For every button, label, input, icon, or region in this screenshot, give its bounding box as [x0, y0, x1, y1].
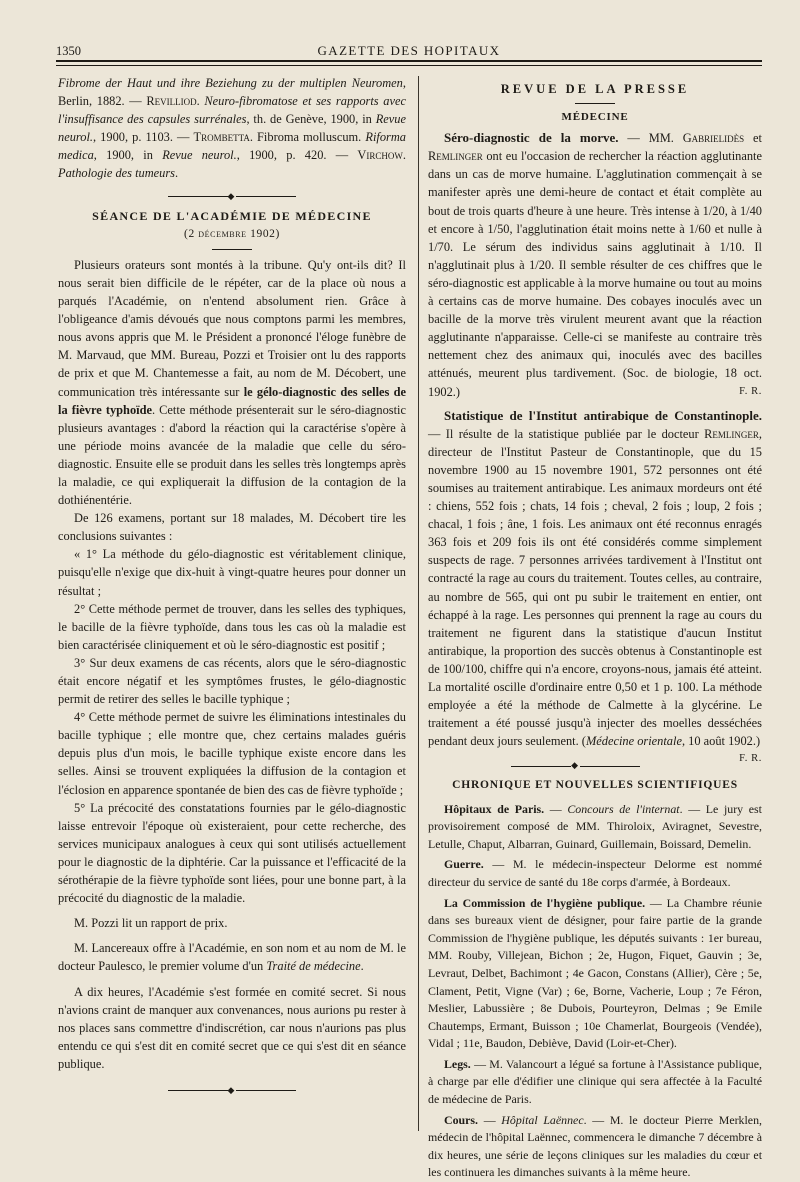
news-item-commission	[428, 895, 762, 1053]
seance-date: (2 décembre 1902)	[184, 227, 280, 240]
ref-title-3: Pathologie des tumeurs	[58, 166, 176, 181]
ref-journal: Revue neurol.	[162, 148, 237, 163]
conclusion-3: 3° Sur deux examens de cas récents, alors que le séro-diagnostic était encore négatif et les symptômes frustes, le gélo-diagnostic permit de retirer des selles le bacille typhique ;	[58, 655, 406, 707]
bibliography-refs	[58, 74, 406, 183]
short-rule	[575, 103, 615, 104]
news-item-guerre	[428, 856, 762, 891]
ref-author: Virchow	[357, 148, 403, 163]
conclusion-2: 2° Cette méthode permet de trouver, dans les selles des typhiques, le bacille de la fièvre typhoïde, dans tous les cas où la maladie est bien caractérisée cliniquement et où le séro-diagnostic est positif ;	[58, 601, 406, 652]
news-text: — M. Valancourt a légué sa fortune à l'Assistance publique, à charge par elle d'édifier une clinique qui sera affectée à la Faculté de médecine de Paris.	[428, 1056, 762, 1107]
news-text: . — M. le docteur Pierre Merklen, médecin de l'hôpital Laënnec, commencera le dimanche 7 décembre à dix heures, une série de leçons cliniques sur les maladies du cœur et les continuera les dimanches suivants à la même heure.	[428, 1112, 762, 1180]
header-rule-thick	[56, 60, 762, 62]
ref-journal: Revue neurol.	[58, 112, 406, 145]
paragraph-text: M. Lancereaux offre à l'Académie, en son nom et au nom de M. le docteur Paulesco, le premier volume d'un	[58, 941, 406, 974]
short-rule	[212, 249, 252, 250]
page-number: 1350	[56, 44, 81, 58]
article-text: , directeur de l'Institut Pasteur de Constantinople, que du 15 novembre 1900 au 15 novembre 1901, 572 personnes ont été soumises au traitement antirabique. Les animaux mordeurs ont été : chiens, 552 fois ; chats, 14 fois ; cheval, 2 fois ; loup, 2 fois ; chacal, 1 fois ; âne, 1 fois. Les animaux ont été reconnus enragés 363 fois et 209 fois ils ont été considérés comme simplement suspects de rage. 7 personnes arrivées tardivement à l'Institut ont contracté la rage au cours du traitement. Toutes celles, au contraire, au nombre de 565, qui ont pu subir le traitement en entier, ont échappé à la rage. Les personnes qui prennent la rage au cours du traitement ne figurent dans la statistique d'aucun Institut antirabique, la proportion des succès obtenus à Constantinople est de 100/100, chiffre qui n'a encore, croyons-nous, jamais été atteint. La mortalité oscille d'ordinaire entre 0,50 et 1 p. 100. La méthode employée a été la méthode de Calmette à la glycérine. Le traitement a été poussé jusqu'à injecter des moelles desséchées pendant deux jours seulement. (	[428, 426, 762, 749]
column-divider	[418, 76, 419, 1131]
page-header	[56, 38, 762, 60]
ref-text: , 1900, p. 1103. —	[93, 130, 194, 145]
news-item-hopitaux	[428, 801, 762, 854]
article-text: — MM.	[618, 131, 683, 146]
news-text: — M. le médecin-inspecteur Delorme est nommé directeur du service de santé du 18e corps d'armée, à Bordeaux.	[428, 857, 762, 889]
article-title: Statistique de l'Institut antirabique de Constantinople.	[444, 407, 762, 423]
news-text: —	[544, 801, 568, 816]
news-heading: Guerre.	[444, 857, 484, 872]
paragraph-text: Plusieurs orateurs sont montés à la tribune. Qu'y ont-ils dit? Il nous serait bien difficile de le répéter, car de la place où nous a parqués l'Académie, on n'entend absolument rien. Grâce à l'obligeance d'amis dévoués que nous comptons parmi les membres, nous avons appris que M. le Président a prononcé l'éloge funèbre de M. Marvaud, que MM. Bureau, Pozzi et Troisier ont lu des rapports de prix et que M. Chantemesse a fait, au nom de M. Décobert, une communication très intéressante sur	[58, 257, 406, 399]
paragraph-text: .	[360, 959, 364, 974]
ornament-divider: ◆	[58, 1081, 406, 1099]
paragraph-text: . Cette méthode présenterait sur le séro-diagnostic plusieurs avantages : d'abord la réaction qui la caractérise s'opère à une période moins avancée de la maladie que celle du séro-diagnostic. Ensuite elle se produit dans les selles très longtemps après la maladie, ce qui expliquerait la diffusion de la contagion de la dothiénentérie.	[58, 402, 406, 508]
news-heading: La Commission de l'hygiène publique.	[444, 895, 646, 910]
ref-text: . Fibroma molluscum.	[249, 130, 366, 145]
left-column	[58, 74, 406, 1101]
news-heading: Legs.	[444, 1056, 471, 1071]
article-author: Remlinger	[428, 149, 483, 164]
book-title: Traité de médecine	[266, 959, 361, 974]
conclusion-4: 4° Cette méthode permet de suivre les éliminations intestinales du bacille typhique ; elle montre que, chez certains malades guéris depuis plus d'un mois, le bacille typhique existe encore dans les selles. Ainsi se trouvent expliquées la diffusion de la contagion et l'éclosion en apparence spontanée de bien des cas de fièvre typhoïde ;	[58, 710, 406, 797]
news-subheading: Hôpital Laënnec	[501, 1112, 584, 1127]
ref-title-1: Fibrome der Haut und ihre Beziehung zu der multiplen Neuromen	[58, 76, 403, 90]
seance-title: SÉANCE DE L'ACADÉMIE DE MÉDECINE	[92, 208, 372, 223]
section-heading: MÉDECINE	[561, 111, 629, 124]
conclusion-1: « 1° La méthode du gélo-diagnostic est véritablement clinique, puisqu'elle n'exige que dix-huit à vingt-quatre heures pour donner un résultat ;	[58, 547, 406, 598]
ornament-divider: ◆	[58, 187, 406, 205]
ref-text: .	[196, 94, 205, 109]
ornament-divider: ◆	[428, 756, 762, 774]
ref-text: .	[402, 148, 406, 163]
lancereaux-paragraph	[58, 939, 406, 975]
ref-author: Revilliod	[146, 94, 197, 109]
article-text: et	[744, 131, 762, 146]
article-author: Remlinger	[704, 426, 759, 441]
news-text: — La Chambre réunie dans ses bureaux vient de désigner, pour faire partie de la grande Commission de l'hygiène publique, les députés suivants : 1er bureau, MM. Rouby, Villejean, Bichon ; 2e, Hugon, Fiquet, Gauvin ; 3e, Levraut, Delbet, Bachimont ; 4e Gacon, Constans (Allier), Cère ; 5e, Clament, Petit, Vigne (Var) ; 6e, Borne, Vacherie, Loup ; 7e Féron, Meslier, Labussière ; 8e Dubois, Pourteyron, Delmas ; 9e Emile Chautemps, Ermant, Buisson ; 10e Chamerlat, Bourgeois (Vendée), Vidal ; 11e, Baudon, Debiève, David (Loir-et-Cher).	[428, 895, 762, 1051]
bold-topic: le gélo-diagnostic des selles de la fièvre typhoïde	[58, 384, 406, 417]
news-heading: Hôpitaux de Paris.	[444, 801, 545, 816]
ref-text: , Berlin, 1882. —	[58, 76, 406, 109]
ref-title-2: Neuro-fibromatose et ses rapports avec l'insuffisance des capsules surrénales	[58, 94, 406, 127]
news-item-legs	[428, 1056, 762, 1109]
ref-author: Trombetta	[193, 130, 250, 145]
ref-journal: Riforma medica	[58, 130, 406, 163]
conclusion-5: 5° La précocité des constatations fournies par le gélo-diagnostic laisse entrevoir l'époque où existeraient, pour cette recherche, des services municipaux analogues à ceux qui sont utilisés actuellement pour le diagnostic de la diphtérie. Car la puissance et l'efficacité de la sérothérapie de la fièvre typhoïde sont liées, pour une bonne part, à la précocité du diagnostic de la maladie.	[58, 800, 406, 906]
news-item-cours	[428, 1112, 762, 1182]
seance-paragraph-2: De 126 examens, portant sur 18 malades, M. Décobert tire les conclusions suivantes :	[58, 511, 406, 544]
news-subheading: Concours de l'internat	[567, 801, 680, 816]
signature: F. R.	[739, 385, 762, 397]
chronique-items	[428, 801, 762, 1182]
right-column	[428, 80, 762, 1182]
journal-title: GAZETTE DES HOPITAUX	[317, 43, 501, 58]
news-heading: Cours.	[444, 1112, 479, 1127]
chronique-title: CHRONIQUE ET NOUVELLES SCIENTIFIQUES	[452, 779, 738, 792]
signature: F. R.	[739, 753, 762, 765]
header-rule-thin	[56, 65, 762, 66]
final-paragraph: A dix heures, l'Académie s'est formée en comité secret. Si nous n'avions craint de manquer aux convenances, nous aurions pu rester à nos places sans commettre d'indiscrétion, car nous n'aurions pas plus entendu ce qui s'est dit en comité secret que ce qui s'est dit en séance publique.	[58, 984, 406, 1071]
article-title: Séro-diagnostic de la morve.	[444, 130, 619, 146]
ref-text: , 1900, in	[93, 148, 163, 163]
news-text: —	[478, 1112, 502, 1127]
seance-paragraph-1	[58, 256, 406, 509]
article-text: — Il résulte de la statistique publiée par le docteur	[428, 426, 705, 441]
article-text: , 10 août 1902.)	[681, 734, 761, 749]
article-morve	[428, 129, 762, 400]
ref-text: , th. de Genève, 1900, in	[246, 112, 376, 127]
article-antirabique	[428, 407, 762, 765]
ref-text: .	[175, 166, 179, 181]
ref-text: , 1900, p. 420. —	[236, 148, 358, 163]
article-text: ont eu l'occasion de rechercher la réaction agglutinante dans un cas de morve humaine. L'agglutination commençait à se manifester après une demi-heure de contact et était complète au bout de trois quarts d'heure à une heure. Très intense à 1/20, à 1/40 et encore à 1/50, l'agglutination était moins nette à 1/60 et nulle à 1/70. Le sérum des individus sains agglutinait à 1/10. Il n'agglutinait plus à 1/20. Il semble résulter de ces chiffres que le séro-diagnostic est applicable à la morve humaine ou tout au moins à certains cas de morve humaine. Des cobayes inoculés avec un bacille de la morve très virulent meurent avant que la réaction agglutinante n'apparaisse. Celle-ci se manifeste au contraire très nettement chez des animaux qui, inoculés avec des bacilles atténués, meurent plus tardivement. (Soc. de biologie, 18 oct. 1902.)	[428, 149, 762, 399]
pozzi-paragraph: M. Pozzi lit un rapport de prix.	[74, 916, 228, 931]
revue-title: REVUE DE LA PRESSE	[500, 82, 690, 96]
article-author: Gabrielidès	[682, 131, 745, 146]
article-source: Médecine orientale	[585, 734, 682, 749]
news-text: . — Le jury est provisoirement composé de MM. Thiroloix, Aviragnet, Sevestre, Letulle, Chaput, Albarran, Guinard, Guillemain, Boissard, Demelin.	[428, 801, 762, 851]
